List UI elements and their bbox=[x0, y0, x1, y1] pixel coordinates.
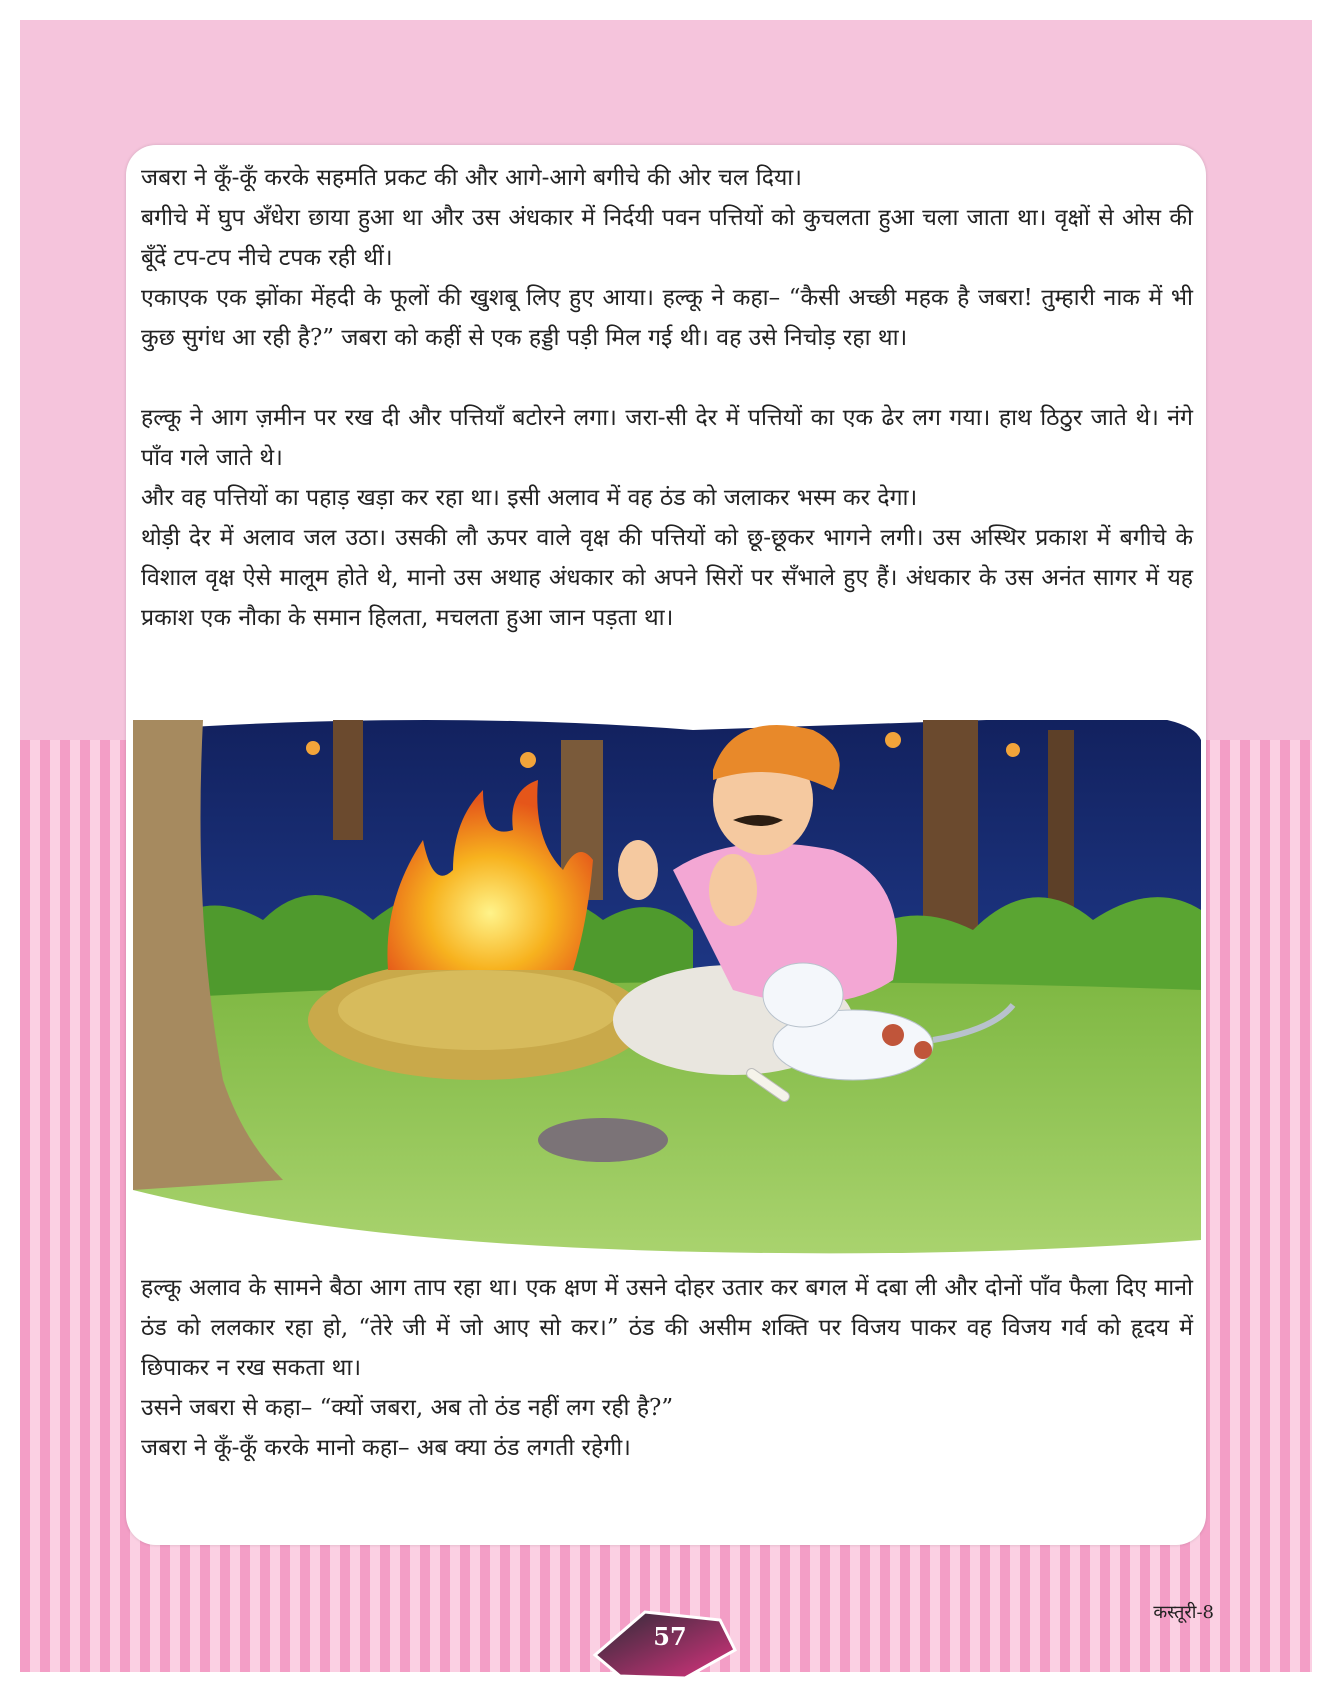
mango bbox=[1006, 743, 1020, 757]
rock bbox=[538, 1118, 668, 1162]
paragraph-5: और वह पत्तियों का पहाड़ खड़ा कर रहा था। इसी अलाव में वह ठंड को जलाकर भस्म कर देगा। bbox=[141, 485, 918, 511]
tree-trunk bbox=[923, 720, 978, 940]
man-hand bbox=[709, 854, 757, 926]
dog-spot bbox=[882, 1024, 904, 1046]
leaf-pile bbox=[338, 970, 618, 1050]
paragraph-7: हल्कू अलाव के सामने बैठा आग ताप रहा था। एक क्षण में उसने दोहर उतार कर बगल में दबा ली और दोनों पाँव फैला दिए मानो ठंड को ललकार रहा हो, “तेरे जी में जो आए सो कर।” ठंड की असीम शक्ति पर विजय पाकर वह विजय गर्व को हृदय में छिपाकर न रख सकता था। bbox=[141, 1275, 1193, 1381]
paragraph-1: जबरा ने कूँ-कूँ करके सहमति प्रकट की और आगे-आगे बगीचे की ओर चल दिया। bbox=[141, 165, 802, 191]
book-label: कस्तूरी-8 bbox=[1153, 1602, 1214, 1623]
mango bbox=[885, 732, 901, 748]
dog-spot bbox=[914, 1041, 932, 1059]
bonfire-scene-icon bbox=[133, 720, 1201, 1260]
tree-trunk bbox=[333, 720, 363, 840]
paragraph-4: हल्कू ने आग ज़मीन पर रख दी और पत्तियाँ बटोरने लगा। जरा-सी देर में पत्तियों का एक ढेर लग गया। हाथ ठिठुर जाते थे। नंगे पाँव गले जाते थे। bbox=[141, 405, 1193, 471]
paragraph-3: एकाएक एक झोंका मेंहदी के फूलों की खुशबू लिए हुए आया। हल्कू ने कहा– “कैसी अच्छी महक है जबरा! तुम्हारी नाक में भी कुछ सुगंध आ रही है?” जबरा को कहीं से एक हड्डी पड़ी मिल गई थी। वह उसे निचोड़ रहा था। bbox=[141, 285, 1193, 351]
mango bbox=[520, 752, 536, 768]
man-hand bbox=[618, 840, 658, 900]
paragraph-6: थोड़ी देर में अलाव जल उठा। उसकी लौ ऊपर वाले वृक्ष की पत्तियों को छू-छूकर भागने लगी। उस अस्थिर प्रकाश में बगीचे के विशाल वृक्ष ऐसे मालूम होते थे, मानो उस अथाह अंधकार को अपने सिरों पर सँभाले हुए हैं। अंधकार के उस अनंत सागर में यह प्रकाश एक नौका के समान हिलता, मचलता हुआ जान पड़ता था। bbox=[141, 525, 1193, 631]
paragraph-9: जबरा ने कूँ-कूँ करके मानो कहा– अब क्या ठंड लगती रहेगी। bbox=[141, 1435, 631, 1461]
paragraph-8: उसने जबरा से कहा– “क्यों जबरा, अब तो ठंड नहीं लग रही है?” bbox=[141, 1395, 674, 1421]
dog-head bbox=[763, 963, 843, 1027]
mango bbox=[306, 741, 320, 755]
paragraph-2: बगीचे में घुप अँधेरा छाया हुआ था और उस अंधकार में निर्दयी पवन पत्तियों को कुचलता हुआ चला जाता था। वृक्षों से ओस की बूँदें टप-टप नीचे टपक रही थीं। bbox=[141, 205, 1193, 271]
page-number: 57 bbox=[653, 1622, 687, 1651]
